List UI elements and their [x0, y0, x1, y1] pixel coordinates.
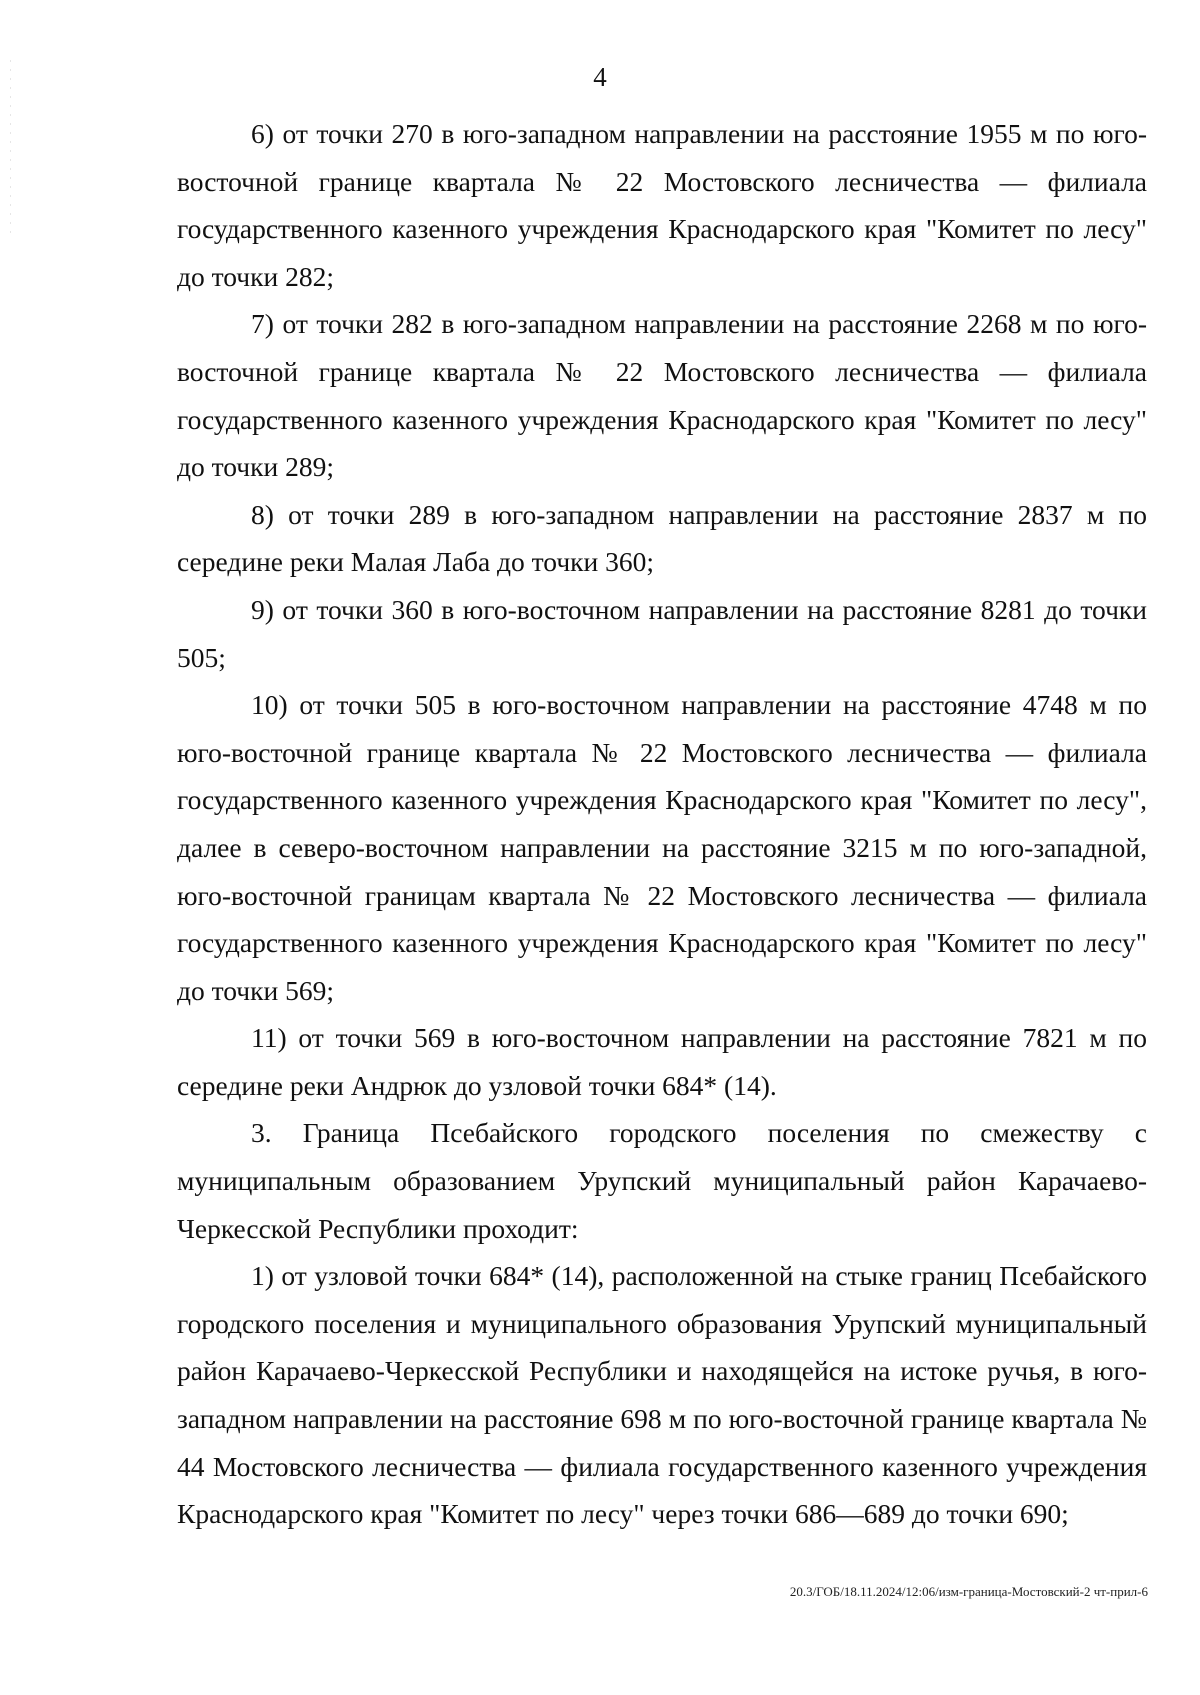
paragraph: 3. Граница Псебайского городского поселения по смежеству с муниципальным образованием Урупский муниципальный район Карачаево-Черкесской Республики проходит: [177, 1117, 1147, 1244]
document-footer-code: 20.3/ГОБ/18.11.2024/12:06/изм-граница-Мостовский-2 чт-прил-6 [789, 1584, 1148, 1599]
paragraph: 1) от узловой точки 684* (14), расположенной на стыке границ Псебайского городского поселения и муниципального образования Урупский муниципальный район Карачаево-Черкесской Республики и находящейся на истоке ручья, в юго-западном направлении на расстояние 698 м по юго-восточной границе квартала № 44 Мостовского лесничества — филиала государственного казенного учреждения Краснодарского края "Комитет по лесу" через точки 686—689 до точки 690; [177, 1260, 1147, 1530]
document-body [177, 110, 1147, 1538]
paragraph: 7) от точки 282 в юго-западном направлении на расстояние 2268 м по юго-восточной границе квартала № 22 Мостовского лесничества — филиала государственного казенного учреждения Краснодарского края "Комитет по лесу" до точки 289; [177, 308, 1147, 483]
paragraph: 8) от точки 289 в юго-западном направлении на расстояние 2837 м по середине реки Малая Лаба до точки 360; [177, 498, 1147, 578]
page-number: 4 [593, 62, 607, 92]
paragraph: 9) от точки 360 в юго-восточном направлении на расстояние 8281 до точки 505; [177, 593, 1147, 673]
paragraph: 10) от точки 505 в юго-восточном направлении на расстояние 4748 м по юго-восточной границе квартала № 22 Мостовского лесничества — филиала государственного казенного учреждения Краснодарского края "Комитет по лесу", далее в северо-восточном направлении на расстояние 3215 м по юго-западной, юго-восточной границам квартала № 22 Мостовского лесничества — филиала государственного казенного учреждения Краснодарского края "Комитет по лесу" до точки 569; [177, 689, 1147, 1006]
paragraph: 6) от точки 270 в юго-западном направлении на расстояние 1955 м по юго-восточной границе квартала № 22 Мостовского лесничества — филиала государственного казенного учреждения Краснодарского края "Комитет по лесу" до точки 282; [177, 118, 1147, 292]
paragraph: 11) от точки 569 в юго-восточном направлении на расстояние 7821 м по середине реки Андрюк до узловой точки 684* (14). [177, 1022, 1147, 1101]
